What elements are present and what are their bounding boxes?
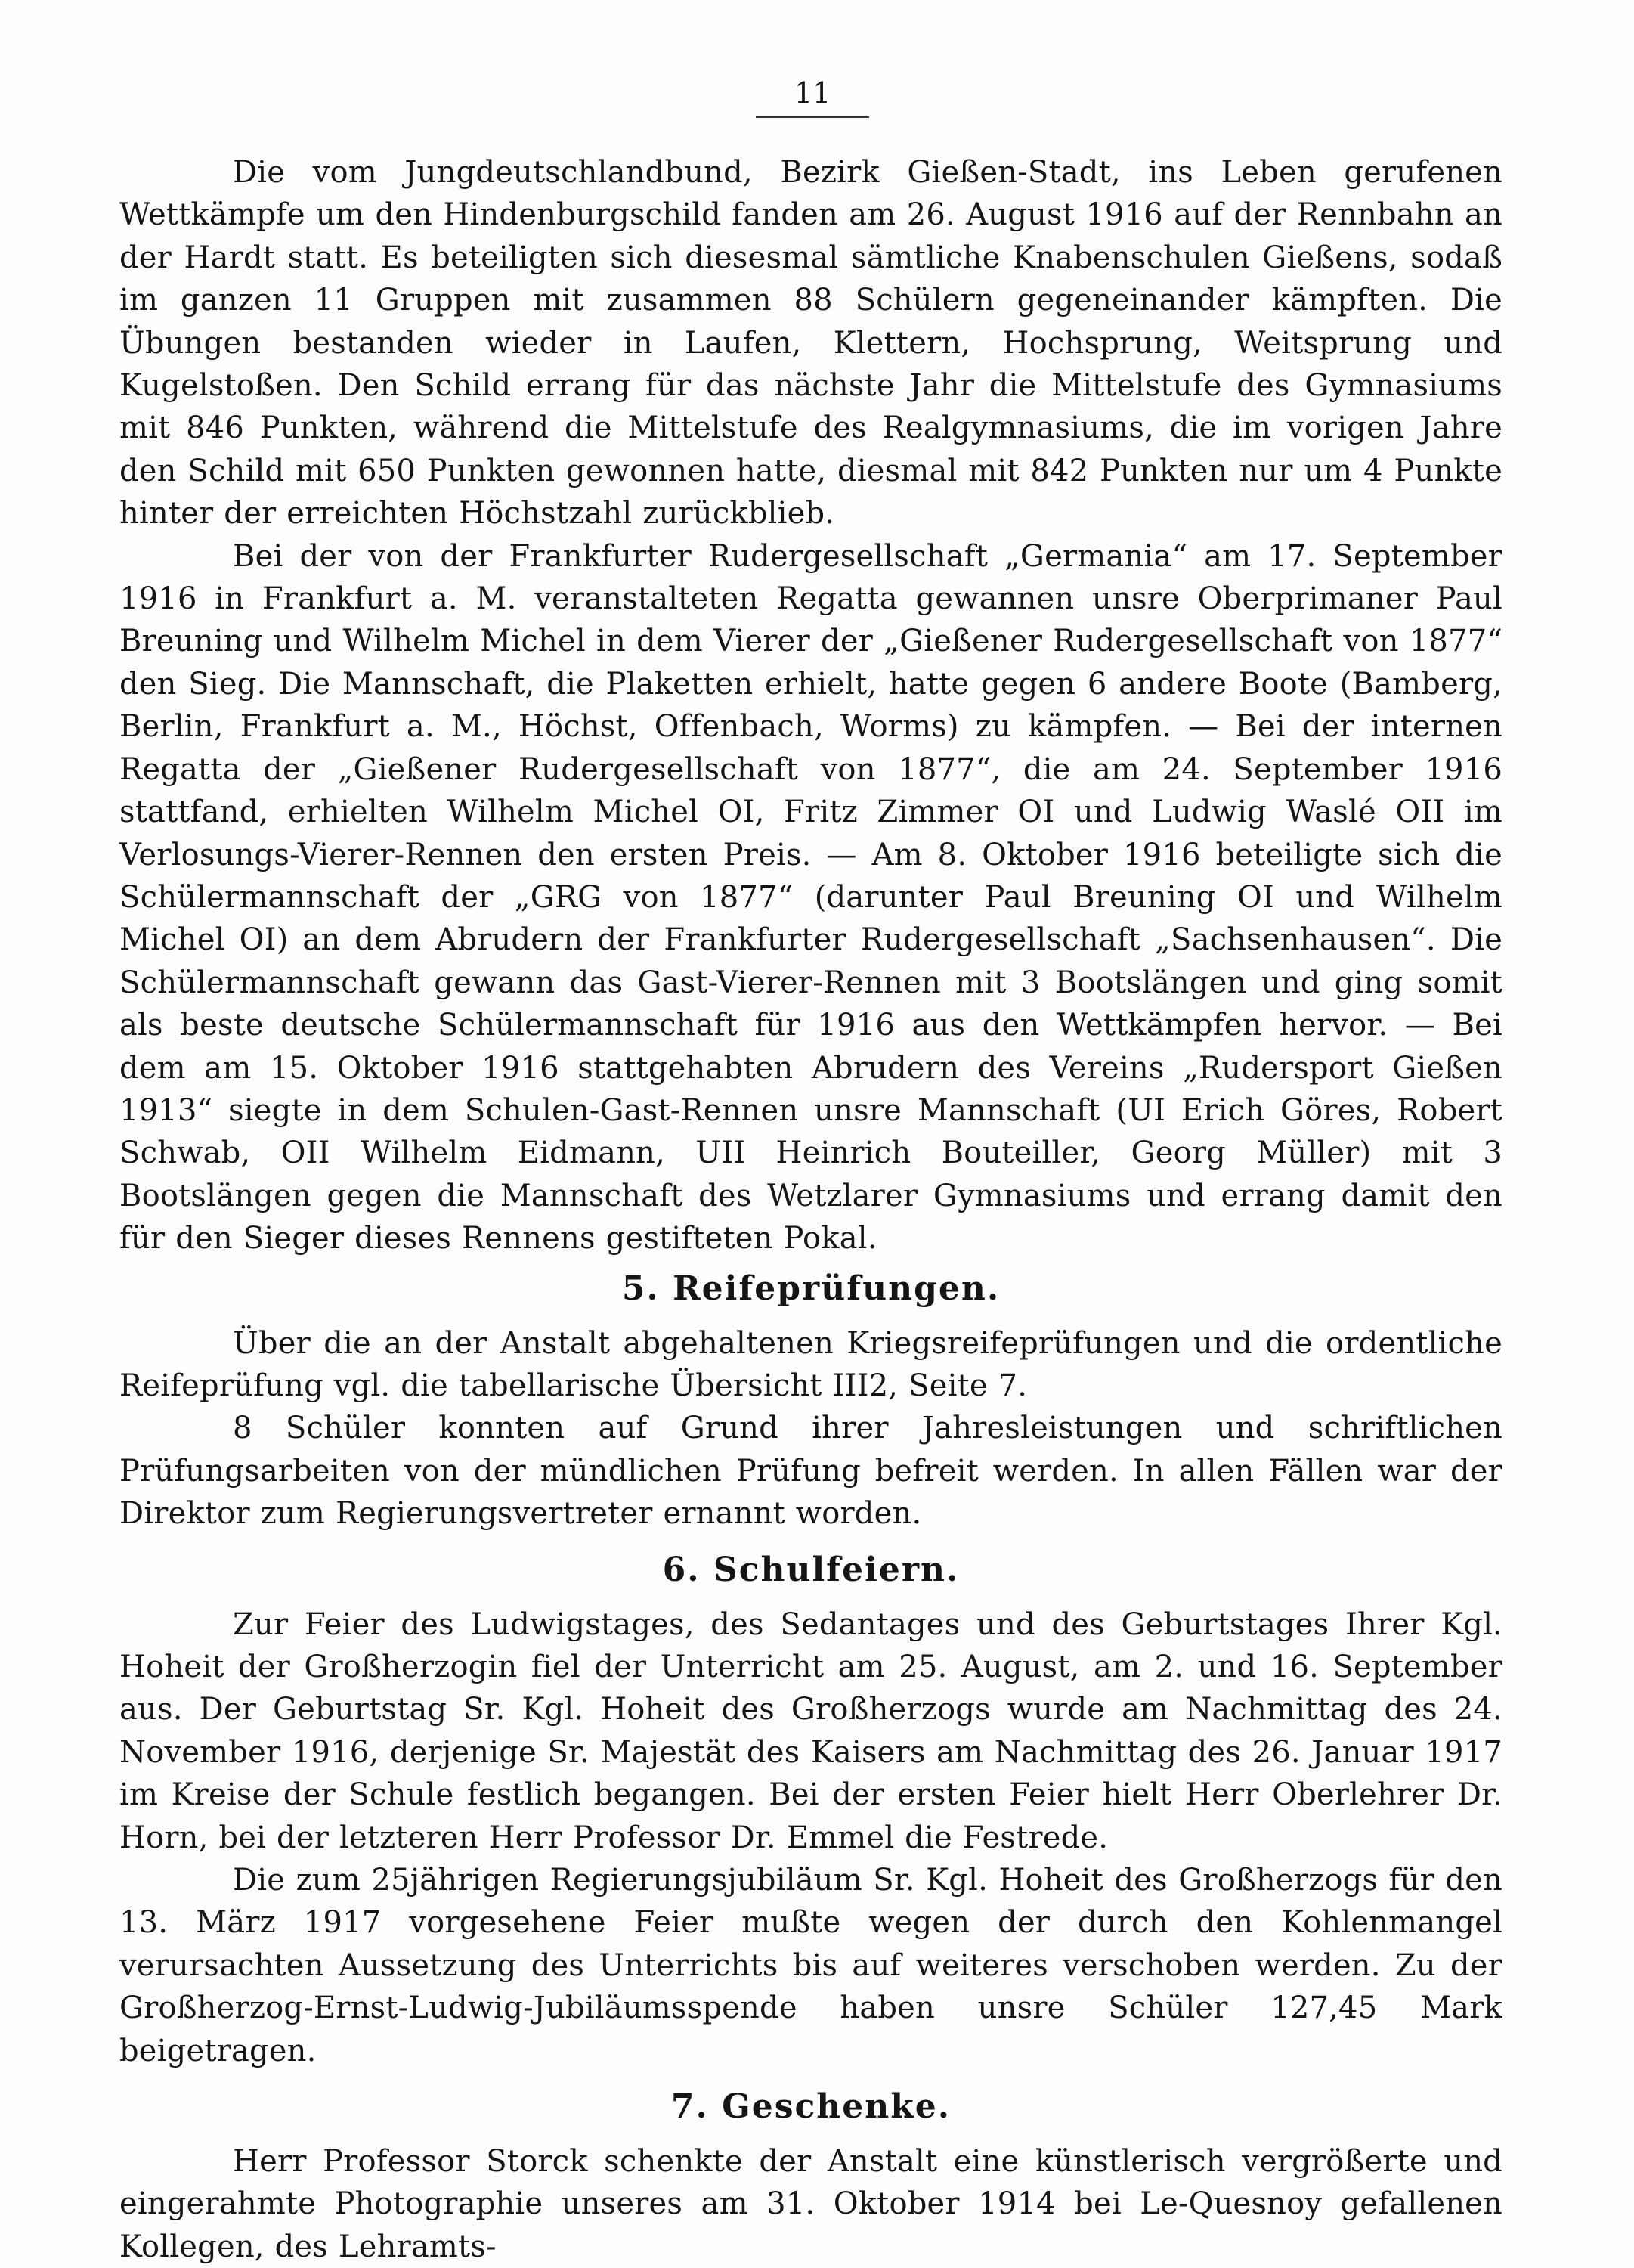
page-number: 11 bbox=[756, 76, 869, 118]
page-body bbox=[119, 151, 1502, 2268]
section-heading-geschenke: 7. Geschenke. bbox=[670, 2087, 952, 2127]
paragraph-reifepruefungen-2: 8 Schüler konnten auf Grund ihrer Jahresleistungen und schriftlichen Prüfungsarbeiten von der mündlichen Prüfung befreit werden. In allen Fällen war der Direktor zum Regierungsvertreter ernannt worden. bbox=[119, 1411, 1502, 1532]
section-heading-reifepruefungen: 5. Reifeprüfungen. bbox=[621, 1269, 1001, 1308]
paragraph-hindenburgschild: Die vom Jungdeutschlandbund, Bezirk Gießen-Stadt, ins Leben gerufenen Wettkämpfe um den Hindenburgschild fanden am 26. August 1916 auf der Rennbahn an der Hardt statt. Es beteiligten sich diesesmal sämtliche Knabenschulen Gießens, sodaß im ganzen 11 Gruppen mit zusammen 88 Schülern gegeneinander kämpften. Die Übungen bestanden wieder in Laufen, Klettern, Hochsprung, Weitsprung und Kugelstoßen. Den Schild errang für das nächste Jahr die Mittelstufe des Gymnasiums mit 846 Punkten, während die Mittelstufe des Realgymnasiums, die im vorigen Jahre den Schild mit 650 Punkten gewonnen hatte, diesmal mit 842 Punkten nur um 4 Punkte hinter der erreichten Höchstzahl zurückblieb. bbox=[119, 155, 1502, 531]
paragraph-geschenke-1: Herr Professor Storck schenkte der Anstalt eine künstlerisch vergrößerte und eingerahmte Photographie unseres am 31. Oktober 1914 bei Le-Quesnoy gefallenen Kollegen, des Lehramts- bbox=[119, 2144, 1502, 2264]
paragraph-reifepruefungen-1: Über die an der Anstalt abgehaltenen Kriegsreifeprüfungen und die ordentliche Reifeprüfung vgl. die tabellarische Übersicht III2, Seite 7. bbox=[119, 1325, 1502, 1403]
paragraph-schulfeiern-2: Die zum 25jährigen Regierungsjubiläum Sr. Kgl. Hoheit des Großherzogs für den 13. März 1917 vorgesehene Feier mußte wegen der durch den Kohlenmangel verursachten Aussetzung des Unterrichts bis auf weiteres verschoben werden. Zu der Großherzog-Ernst-Ludwig-Jubiläumsspende haben unsre Schüler 127,45 Mark beigetragen. bbox=[119, 1863, 1502, 2068]
paragraph-schulfeiern-1: Zur Feier des Ludwigstages, des Sedantages und des Geburtstages Ihrer Kgl. Hoheit der Großherzogin fiel der Unterricht am 25. August, am 2. und 16. September aus. Der Geburtstag Sr. Kgl. Hoheit des Großherzogs wurde am Nachmittag des 24. November 1916, derjenige Sr. Majestät des Kaisers am Nachmittag des 26. Januar 1917 im Kreise der Schule festlich begangen. Bei der ersten Feier hielt Herr Oberlehrer Dr. Horn, bei der letzteren Herr Professor Dr. Emmel die Festrede. bbox=[119, 1606, 1502, 1855]
paragraph-regatta: Bei der von der Frankfurter Rudergesellschaft „Germania“ am 17. September 1916 in Frankfurt a. M. veranstalteten Regatta gewannen unsre Oberprimaner Paul Breuning und Wilhelm Michel in dem Vierer der „Gießener Rudergesellschaft von 1877“ den Sieg. Die Mannschaft, die Plaketten erhielt, hatte gegen 6 andere Boote (Bamberg, Berlin, Frankfurt a. M., Höchst, Offenbach, Worms) zu kämpfen. — Bei der internen Regatta der „Gießener Rudergesellschaft von 1877“, die am 24. September 1916 stattfand, erhielten Wilhelm Michel OI, Fritz Zimmer OI und Ludwig Waslé OII im Verlosungs-Vierer-Rennen den ersten Preis. — Am 8. Oktober 1916 beteiligte sich die Schülermannschaft der „GRG von 1877“ (darunter Paul Breuning OI und Wilhelm Michel OI) an dem Abrudern der Frankfurter Rudergesellschaft „Sachsenhausen“. Die Schülermannschaft gewann das Gast-Vierer-Rennen mit 3 Bootslängen und ging somit als beste deutsche Schülermannschaft für 1916 aus den Wettkämpfen hervor. — Bei dem am 15. Oktober 1916 stattgehabten Abrudern des Vereins „Rudersport Gießen 1913“ siegte in dem Schulen-Gast-Rennen unsre Mannschaft (UI Erich Göres, Robert Schwab, OII Wilhelm Eidmann, UII Heinrich Bouteiller, Georg Müller) mit 3 Bootslängen gegen die Mannschaft des Wetzlarer Gymnasiums und errang damit den für den Sieger dieses Rennens gestifteten Pokal. bbox=[119, 538, 1502, 1256]
section-heading-schulfeiern: 6. Schulfeiern. bbox=[662, 1550, 960, 1589]
